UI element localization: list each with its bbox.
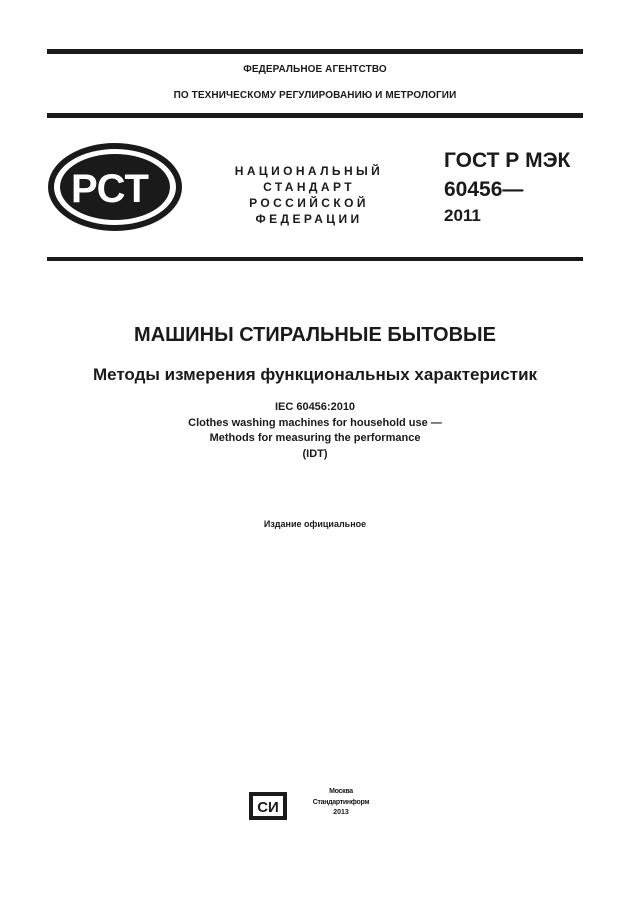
iec-title-line2: Methods for measuring the performance [209,432,421,444]
header-bottom-rule [47,113,583,118]
agency-name-line1: ФЕДЕРАЛЬНОЕ АГЕНТСТВО [243,64,387,75]
designation-line1: ГОСТ Р МЭК [444,149,571,172]
publisher-block [298,787,384,819]
publication-year: 2013 [333,809,349,816]
iec-title-line1: Clothes washing machines for household use — [188,416,442,429]
standard-designation [444,146,570,227]
document-subtitle: Методы измерения функциональных характеристик [92,365,538,384]
title-block-rule [47,257,583,261]
publisher-city: Москва [329,788,353,795]
iec-number: IEC 60456:2010 [274,401,356,413]
standartinform-logo-icon [248,791,288,821]
rst-certification-mark-icon [48,143,182,231]
agency-name-line2: ПО ТЕХНИЧЕСКОМУ РЕГУЛИРОВАНИЮ И МЕТРОЛОГИИ [173,90,457,101]
national-standard-line3: РОССИЙСКОЙ [249,196,369,210]
publisher-name: Стандартинформ [312,798,370,806]
designation-line2: 60456— [444,178,524,201]
iec-equivalence: (IDT) [302,447,328,460]
publisher-logo-letters: СИ [257,799,279,816]
iec-reference-block [0,400,630,462]
national-standard-line2: СТАНДАРТ [263,180,355,194]
document-title: МАШИНЫ СТИРАЛЬНЫЕ БЫТОВЫЕ [134,324,496,346]
national-standard-line4: ФЕДЕРАЦИИ [255,212,363,226]
header-top-rule [47,49,583,54]
edition-label: Издание официальное [263,519,367,529]
rst-logo-letters: РСТ [70,167,150,211]
national-standard-line1: НАЦИОНАЛЬНЫЙ [234,164,384,178]
national-standard-label [218,163,400,227]
designation-line3: 2011 [444,206,481,225]
